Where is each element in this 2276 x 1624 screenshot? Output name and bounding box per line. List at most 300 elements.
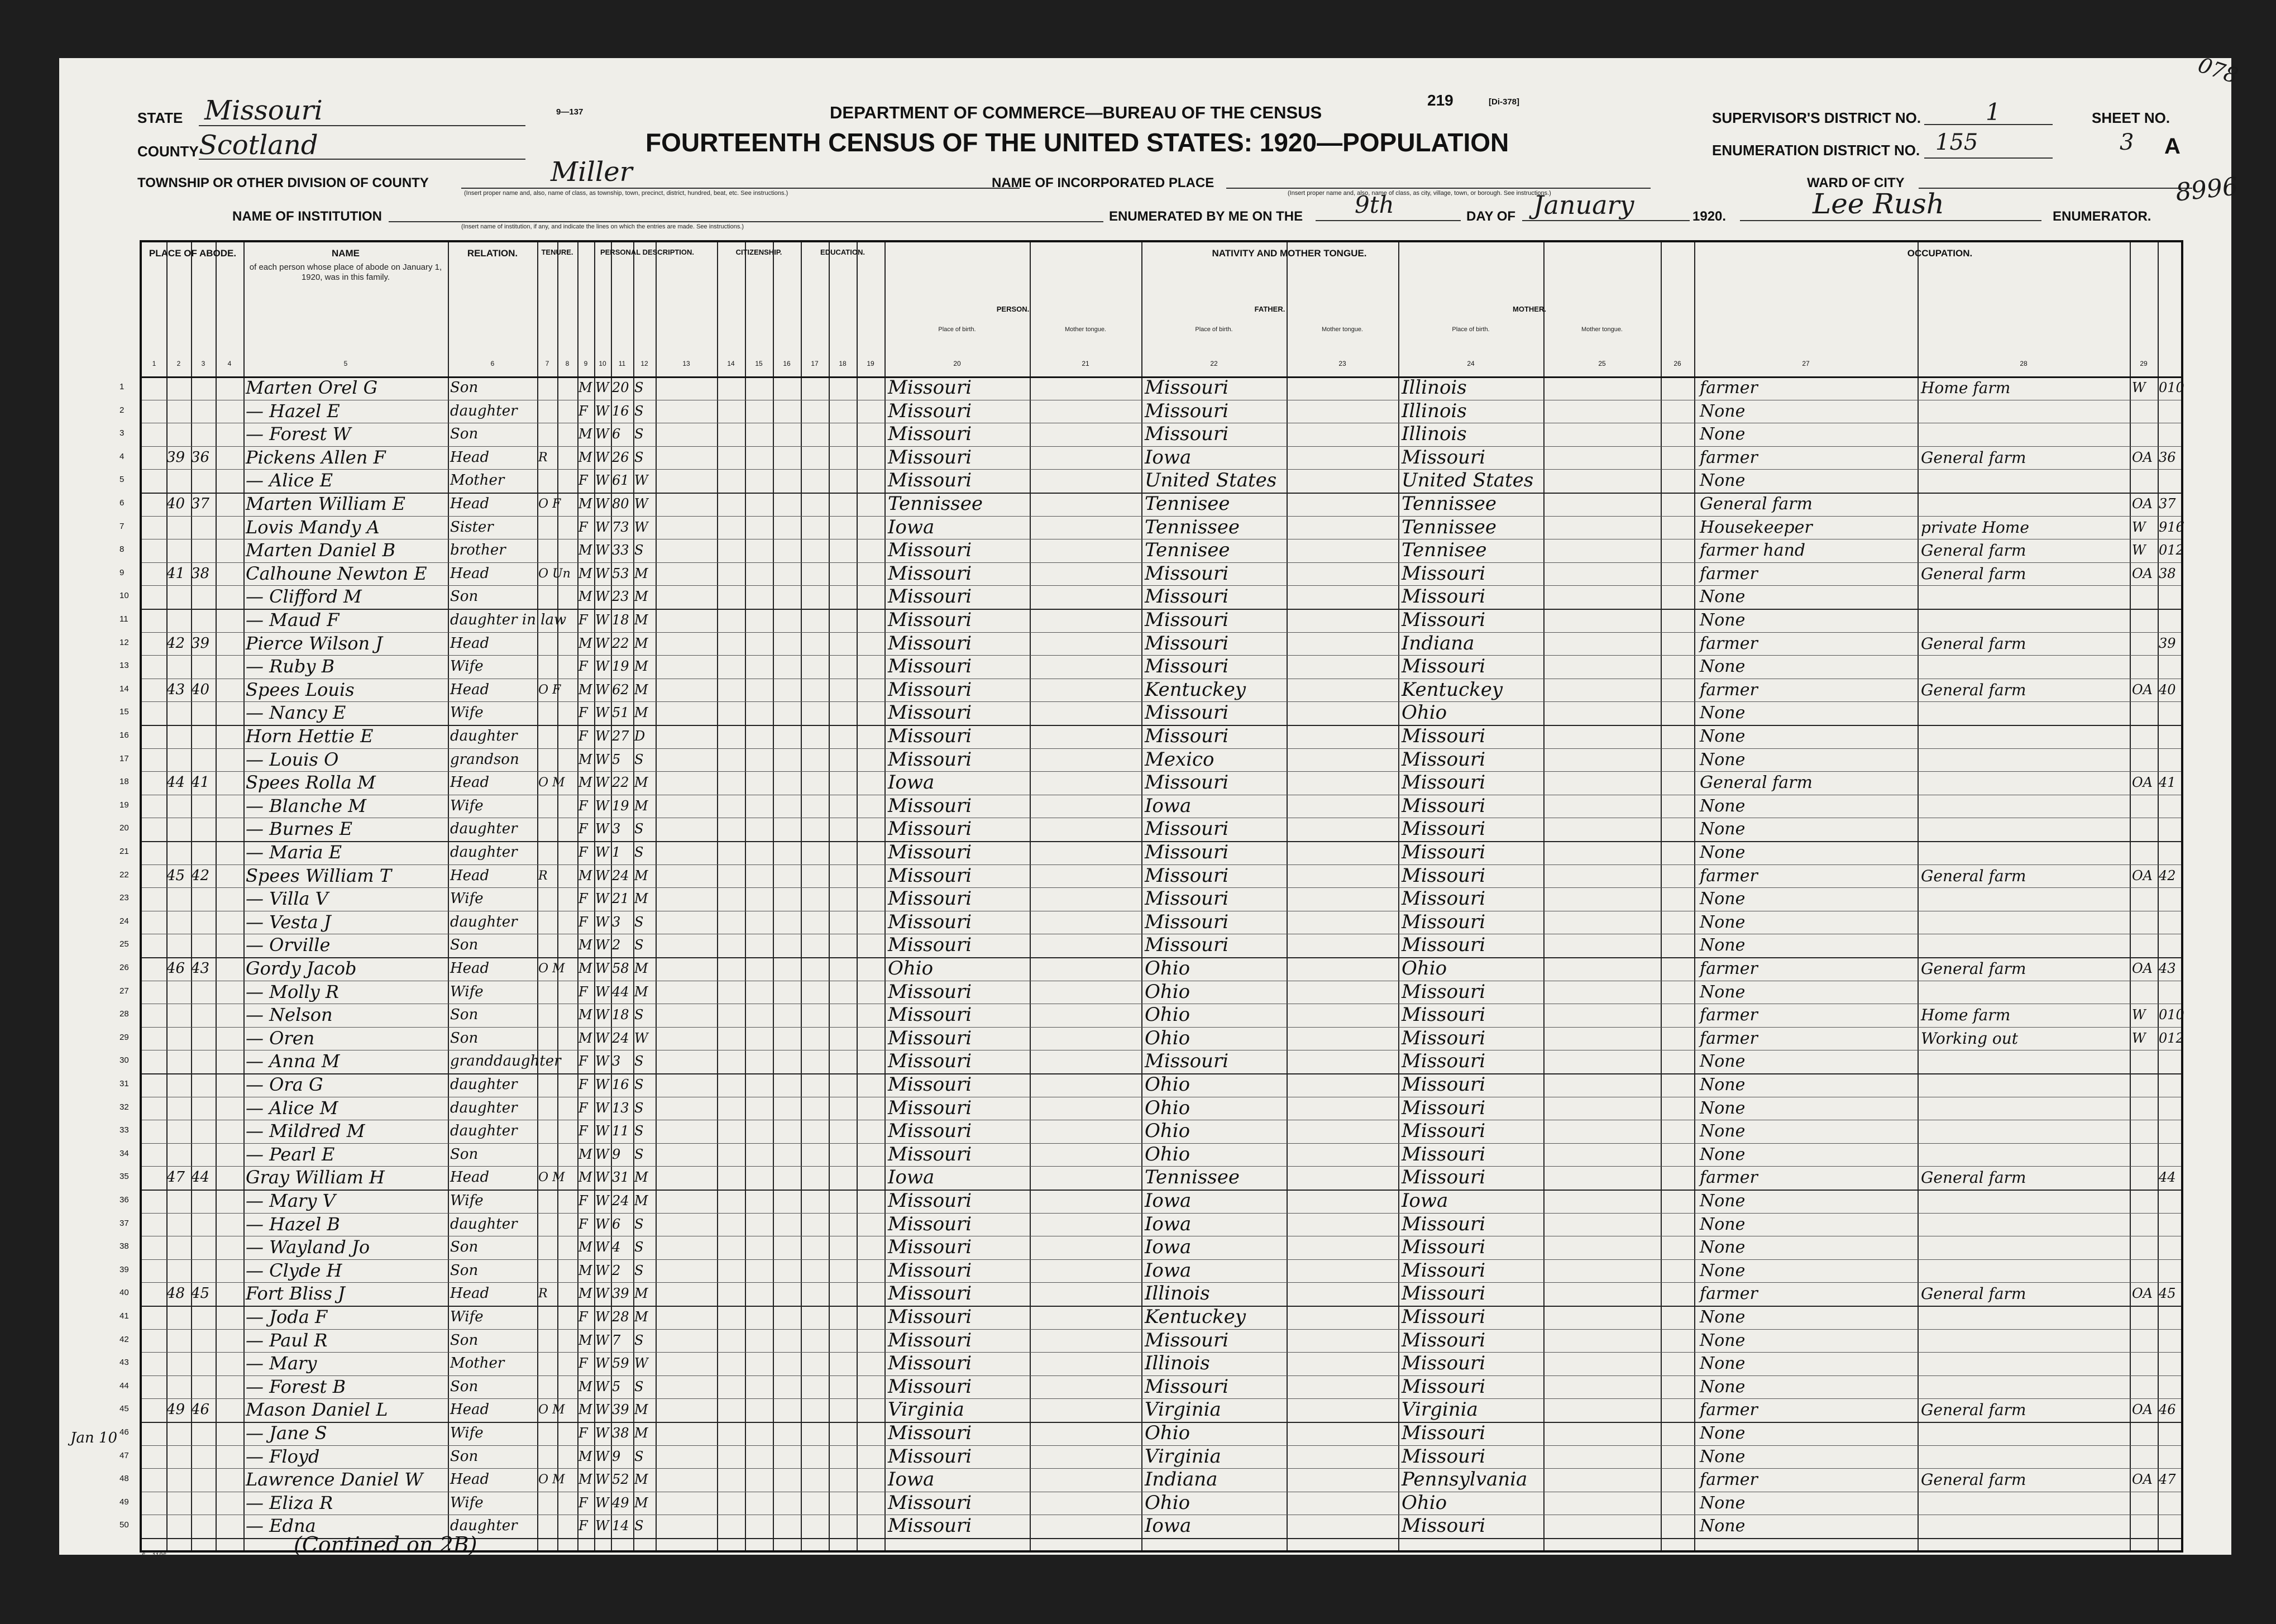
line-number: 37 xyxy=(119,1218,129,1228)
mother-birthplace: Tennissee xyxy=(1402,493,1496,515)
census-title: FOURTEENTH CENSUS OF THE UNITED STATES: 1920—POPULATION xyxy=(645,128,1509,157)
line-number: 15 xyxy=(119,707,129,717)
column-number: 4 xyxy=(227,360,232,367)
occupation: General farm xyxy=(1700,773,1813,793)
column-rule xyxy=(1141,242,1142,1550)
occupation: farmer xyxy=(1700,447,1758,467)
age: 22 xyxy=(612,775,629,791)
sex: M xyxy=(578,1472,592,1488)
race: W xyxy=(595,983,609,1000)
age: 18 xyxy=(612,1007,629,1023)
relation: Wife xyxy=(450,983,484,1000)
age: 62 xyxy=(612,681,629,698)
race: W xyxy=(595,961,609,976)
column-number: 19 xyxy=(867,360,874,367)
birthplace: Missouri xyxy=(888,794,972,817)
line-number: 36 xyxy=(119,1195,129,1205)
ward-label: WARD OF CITY xyxy=(1807,175,1905,190)
township-value: Miller xyxy=(551,156,633,188)
column-rule xyxy=(166,242,168,1550)
occupation: Housekeeper xyxy=(1700,517,1813,537)
sex: F xyxy=(578,797,588,814)
relation: Son xyxy=(450,1006,479,1024)
relation: daughter xyxy=(450,820,518,838)
age: 26 xyxy=(612,449,629,465)
person-name: — Floyd xyxy=(246,1445,320,1467)
line-number: 17 xyxy=(119,753,129,763)
birthplace: Missouri xyxy=(888,725,972,747)
race: W xyxy=(595,565,609,581)
occupation: None xyxy=(1700,749,1746,770)
relation: Head xyxy=(450,867,490,884)
institution-note: (Insert name of institution, if any, and indicate the lines on which the entries are made. See instructions.) xyxy=(461,223,744,230)
father-birthplace: Missouri xyxy=(1145,771,1229,794)
occupation: farmer xyxy=(1700,959,1758,978)
marital-status: S xyxy=(634,914,644,930)
sex: M xyxy=(578,1030,592,1046)
father-birthplace: Missouri xyxy=(1145,701,1229,724)
occupation: None xyxy=(1700,1191,1746,1211)
marital-status: M xyxy=(634,1402,648,1418)
class-of-worker: OA xyxy=(2132,1472,2153,1488)
relation: Head xyxy=(450,565,490,582)
marital-status: S xyxy=(634,1332,644,1348)
occupation: farmer xyxy=(1700,1168,1758,1188)
race: W xyxy=(595,1286,609,1302)
age: 2 xyxy=(612,937,621,953)
sex: F xyxy=(578,1309,588,1325)
person-name: Marten Daniel B xyxy=(246,539,396,561)
occupation: None xyxy=(1700,1052,1746,1072)
line-number: 10 xyxy=(119,591,129,601)
sheet-label: SHEET NO. xyxy=(2092,109,2170,126)
occupation-code: 42 xyxy=(2159,867,2176,883)
birthplace: Missouri xyxy=(888,1282,972,1305)
relation: Head xyxy=(450,634,490,652)
county-label: COUNTY xyxy=(137,143,199,160)
birthplace: Missouri xyxy=(888,446,972,469)
column-number: 6 xyxy=(490,360,495,367)
race: W xyxy=(595,1030,609,1046)
race: W xyxy=(595,635,609,651)
column-number: 9 xyxy=(584,360,588,367)
person-name: — Blanche M xyxy=(246,795,367,816)
birthplace: Missouri xyxy=(888,1190,972,1212)
relation: Wife xyxy=(450,1425,484,1441)
father-birthplace: Ohio xyxy=(1145,1143,1190,1166)
line-number: 32 xyxy=(119,1102,129,1112)
birthplace: Missouri xyxy=(888,562,972,585)
class-of-worker: OA xyxy=(2132,775,2153,791)
birthplace: Iowa xyxy=(888,515,935,538)
sex: M xyxy=(578,1332,592,1348)
age: 18 xyxy=(612,612,629,628)
industry: General farm xyxy=(1921,541,2026,560)
marital-status: S xyxy=(634,1262,644,1278)
birthplace: Tennissee xyxy=(888,493,983,515)
birthplace: Missouri xyxy=(888,1004,972,1026)
relation: Head xyxy=(450,960,490,977)
column-rule xyxy=(2130,242,2131,1550)
relation: daughter xyxy=(450,1123,518,1140)
column-number: 16 xyxy=(783,360,791,367)
mother-birthplace: Missouri xyxy=(1402,980,1486,1003)
industry: Working out xyxy=(1921,1029,2019,1048)
relation: daughter xyxy=(450,1099,518,1116)
column-number: 10 xyxy=(599,360,606,367)
father-birthplace: Illinois xyxy=(1145,1282,1210,1305)
race: W xyxy=(595,1332,609,1348)
sex: F xyxy=(578,403,588,419)
occupation: None xyxy=(1700,1307,1746,1327)
relation: Son xyxy=(450,1029,479,1047)
father-birthplace: Virginia xyxy=(1145,1398,1221,1421)
marital-status: M xyxy=(634,1494,648,1511)
line-number: 7 xyxy=(119,521,125,531)
column-rule xyxy=(448,242,449,1550)
occupation: None xyxy=(1700,796,1746,816)
father-birthplace: Missouri xyxy=(1145,609,1229,631)
race: W xyxy=(595,1402,609,1418)
industry: General farm xyxy=(1921,564,2026,583)
age: 49 xyxy=(612,1494,629,1511)
person-name: — Maud F xyxy=(246,609,340,631)
sub-birth-mother: Place of birth. xyxy=(1452,326,1490,333)
occupation: farmer xyxy=(1700,680,1758,700)
mother-birthplace: Indiana xyxy=(1402,632,1475,655)
tenure: R xyxy=(538,450,548,465)
marital-status: S xyxy=(634,1053,644,1069)
father-birthplace: Iowa xyxy=(1145,794,1192,817)
class-of-worker: W xyxy=(2132,380,2146,395)
line-number: 31 xyxy=(119,1079,129,1088)
mother-birthplace: Missouri xyxy=(1402,1375,1486,1398)
race: W xyxy=(595,1146,609,1162)
relation: Head xyxy=(450,1401,490,1418)
marital-status: M xyxy=(634,635,648,651)
marital-status: S xyxy=(634,1123,644,1139)
column-number: 12 xyxy=(640,360,648,367)
class-of-worker: W xyxy=(2132,519,2146,535)
father-birthplace: Missouri xyxy=(1145,399,1229,422)
sex: M xyxy=(578,751,592,767)
class-of-worker: OA xyxy=(2132,1286,2153,1302)
year: 1920. xyxy=(1692,209,1727,224)
age: 39 xyxy=(612,1286,629,1302)
relation: Head xyxy=(450,495,490,512)
age: 1 xyxy=(612,844,621,860)
age: 52 xyxy=(612,1472,629,1488)
mother-birthplace: Missouri xyxy=(1402,748,1486,771)
sex: F xyxy=(578,1100,588,1116)
industry: General farm xyxy=(1921,866,2026,885)
occupation-code: 47 xyxy=(2159,1472,2176,1488)
occupation: None xyxy=(1700,1516,1746,1536)
father-birthplace: Ohio xyxy=(1145,1026,1190,1049)
relation: Wife xyxy=(450,890,484,907)
column-number: 1 xyxy=(152,360,156,367)
mother-birthplace: Tennissee xyxy=(1402,515,1496,538)
family-number: 39 xyxy=(191,634,210,652)
age: 13 xyxy=(612,1100,629,1116)
age: 21 xyxy=(612,891,629,907)
sex: F xyxy=(578,1123,588,1139)
mother-birthplace: Kentuckey xyxy=(1402,678,1503,701)
age: 6 xyxy=(612,426,621,442)
birthplace: Missouri xyxy=(888,632,972,655)
column-number: 15 xyxy=(755,360,763,367)
county-value: Scotland xyxy=(199,130,318,161)
dwelling-number: 40 xyxy=(166,495,185,512)
marital-status: S xyxy=(634,380,644,395)
enumerator-name: Lee Rush xyxy=(1813,188,1944,220)
dwelling-number: 43 xyxy=(166,681,185,698)
line-number: 18 xyxy=(119,777,129,787)
occupation: None xyxy=(1700,657,1746,677)
family-number: 46 xyxy=(191,1401,210,1418)
mother-birthplace: Missouri xyxy=(1402,864,1486,887)
line-number: 16 xyxy=(119,730,129,740)
person-name: Gray William H xyxy=(246,1167,385,1188)
column-rule xyxy=(1694,242,1695,1550)
relation: Son xyxy=(450,1239,479,1256)
mother-birthplace: Missouri xyxy=(1402,1306,1486,1328)
age: 11 xyxy=(612,1123,629,1139)
mother-birthplace: Missouri xyxy=(1402,1050,1486,1073)
father-birthplace: Missouri xyxy=(1145,1329,1229,1351)
class-of-worker: W xyxy=(2132,542,2146,558)
age: 2 xyxy=(612,1262,621,1278)
sex: F xyxy=(578,1355,588,1372)
column-number: 2 xyxy=(176,360,181,367)
father-birthplace: Missouri xyxy=(1145,841,1229,863)
dwelling-number: 44 xyxy=(166,774,185,791)
relation: daughter xyxy=(450,1517,518,1535)
sex: M xyxy=(578,1169,592,1186)
birthplace: Iowa xyxy=(888,1468,935,1491)
relation: daughter xyxy=(450,1215,518,1233)
column-number: 7 xyxy=(545,360,549,367)
birthplace: Iowa xyxy=(888,1166,935,1189)
age: 3 xyxy=(612,914,621,930)
relation: brother xyxy=(450,542,506,559)
father-birthplace: Iowa xyxy=(1145,446,1192,469)
mother-birthplace: Missouri xyxy=(1402,1236,1486,1259)
father-birthplace: Missouri xyxy=(1145,585,1229,608)
birthplace: Missouri xyxy=(888,1259,972,1282)
sex: F xyxy=(578,658,588,675)
line-number: 30 xyxy=(119,1055,129,1066)
mother-birthplace: Missouri xyxy=(1402,887,1486,910)
race: W xyxy=(595,891,609,907)
line-number: 46 xyxy=(119,1427,129,1437)
occupation-code: 43 xyxy=(2159,961,2176,976)
sex: M xyxy=(578,1378,592,1394)
person-name: — Pearl E xyxy=(246,1143,335,1165)
township-label: TOWNSHIP OR OTHER DIVISION OF COUNTY xyxy=(137,175,429,190)
column-rule xyxy=(557,242,558,1550)
sex: F xyxy=(578,914,588,930)
occupation: None xyxy=(1700,1098,1746,1118)
birthplace: Missouri xyxy=(888,1026,972,1049)
birthplace: Missouri xyxy=(888,423,972,446)
occupation: farmer xyxy=(1700,563,1758,584)
column-number: 23 xyxy=(1338,360,1346,367)
mother-birthplace: Missouri xyxy=(1402,1445,1486,1468)
person-name: — Mary xyxy=(246,1353,317,1374)
race: W xyxy=(595,681,609,698)
race: W xyxy=(595,1309,609,1325)
mother-birthplace: Missouri xyxy=(1402,1352,1486,1375)
column-rule xyxy=(1918,242,1919,1550)
age: 9 xyxy=(612,1448,621,1464)
birthplace: Missouri xyxy=(888,1445,972,1468)
mother-birthplace: Missouri xyxy=(1402,1120,1486,1143)
marital-status: S xyxy=(634,821,644,837)
occupation-code: 010 xyxy=(2159,380,2184,395)
age: 7 xyxy=(612,1332,621,1348)
occupation-code: 37 xyxy=(2159,496,2176,512)
class-of-worker: OA xyxy=(2132,1402,2153,1418)
line-number: 50 xyxy=(119,1520,129,1530)
age: 27 xyxy=(612,728,629,744)
father-birthplace: United States xyxy=(1145,469,1277,492)
marital-status: M xyxy=(634,612,648,628)
relation: Son xyxy=(450,1378,479,1395)
race: W xyxy=(595,1448,609,1464)
person-name: — Mildred M xyxy=(246,1120,365,1142)
sex: M xyxy=(578,1448,592,1464)
line-number: 25 xyxy=(119,939,129,949)
relation: Son xyxy=(450,1331,479,1349)
industry: Home farm xyxy=(1921,1006,2011,1025)
sex: F xyxy=(578,1216,588,1232)
tenure: O M xyxy=(538,776,565,790)
relation: Head xyxy=(450,774,490,791)
line-number: 13 xyxy=(119,661,129,671)
sex: M xyxy=(578,961,592,976)
family-number: 42 xyxy=(191,867,210,884)
mother-birthplace: Missouri xyxy=(1402,1073,1486,1096)
industry: General farm xyxy=(1921,634,2026,653)
class-of-worker: W xyxy=(2132,1030,2146,1046)
age: 61 xyxy=(612,472,629,489)
relation: Head xyxy=(450,1285,490,1302)
race: W xyxy=(595,658,609,675)
group-education: EDUCATION. xyxy=(820,248,865,256)
sex: M xyxy=(578,565,592,581)
race: W xyxy=(595,751,609,767)
sex: F xyxy=(578,844,588,860)
line-number: 4 xyxy=(119,451,125,461)
race: W xyxy=(595,705,609,721)
line-number: 42 xyxy=(119,1334,129,1344)
family-number: 40 xyxy=(191,681,210,698)
marital-status: S xyxy=(634,1448,644,1464)
column-number: 29 xyxy=(2140,360,2148,367)
department-title: DEPARTMENT OF COMMERCE—BUREAU OF THE CENSUS xyxy=(830,103,1322,122)
race: W xyxy=(595,1169,609,1186)
line-number: 43 xyxy=(119,1358,129,1368)
line-number: 14 xyxy=(119,684,129,694)
father-birthplace: Tennisee xyxy=(1145,539,1230,562)
mother-birthplace: Missouri xyxy=(1402,609,1486,631)
person-name: — Oren xyxy=(246,1027,315,1049)
line-number: 33 xyxy=(119,1125,129,1135)
tenure: O Un xyxy=(538,566,571,581)
corner-number-top: 078 xyxy=(2194,52,2241,89)
class-of-worker: OA xyxy=(2132,681,2153,698)
industry: Home farm xyxy=(1921,379,2011,397)
age: 58 xyxy=(612,961,629,976)
mother-birthplace: Missouri xyxy=(1402,910,1486,933)
occupation: None xyxy=(1700,1493,1746,1513)
race: W xyxy=(595,542,609,558)
relation: Son xyxy=(450,1262,479,1279)
person-name: — Anna M xyxy=(246,1050,340,1072)
mother-birthplace: Missouri xyxy=(1402,1096,1486,1119)
marital-status: S xyxy=(634,1077,644,1092)
industry: General farm xyxy=(1921,1168,2026,1187)
person-name: — Hazel B xyxy=(246,1213,340,1235)
column-number: 18 xyxy=(839,360,847,367)
corner-number: 8996 xyxy=(2174,172,2240,207)
relation: Sister xyxy=(450,518,494,536)
birthplace: Virginia xyxy=(888,1398,964,1421)
column-number: 11 xyxy=(618,360,626,367)
marital-status: W xyxy=(634,496,648,512)
dwelling-number: 42 xyxy=(166,634,185,652)
class-of-worker: OA xyxy=(2132,867,2153,883)
census-table xyxy=(119,240,2184,1553)
age: 51 xyxy=(612,705,629,721)
column-number: 24 xyxy=(1467,360,1475,367)
sex: F xyxy=(578,519,588,535)
age: 22 xyxy=(612,635,629,651)
tenure: R xyxy=(538,868,548,883)
family-number: 36 xyxy=(191,448,210,466)
sex: F xyxy=(578,1494,588,1511)
tenure: O M xyxy=(538,1403,565,1417)
person-name: Fort Bliss J xyxy=(246,1283,345,1305)
father-birthplace: Iowa xyxy=(1145,1190,1192,1212)
person-name: — Paul R xyxy=(246,1329,328,1351)
occupation-code: 012 xyxy=(2159,1030,2184,1046)
dwelling-number: 48 xyxy=(166,1285,185,1302)
group-relation: RELATION. xyxy=(467,248,518,259)
marital-status: S xyxy=(634,1100,644,1116)
column-number: 26 xyxy=(1673,360,1681,367)
person-name: Spees Louis xyxy=(246,679,355,700)
column-number: 5 xyxy=(343,360,348,367)
tenure: O M xyxy=(538,962,565,976)
mother-birthplace: Missouri xyxy=(1402,818,1486,840)
column-rule xyxy=(1287,242,1288,1550)
father-birthplace: Missouri xyxy=(1145,818,1229,840)
person-name: — Forest B xyxy=(246,1375,346,1397)
line-number: 8 xyxy=(119,544,125,555)
marital-status: M xyxy=(634,1309,648,1325)
relation: daughter xyxy=(450,913,518,930)
marital-status: S xyxy=(634,426,644,442)
marital-status: W xyxy=(634,519,648,535)
occupation-code: 916 xyxy=(2159,519,2184,535)
race: W xyxy=(595,589,609,605)
marital-status: M xyxy=(634,983,648,1000)
marital-status: D xyxy=(634,728,645,744)
mother-birthplace: Missouri xyxy=(1402,934,1486,957)
marital-status: S xyxy=(634,449,644,465)
